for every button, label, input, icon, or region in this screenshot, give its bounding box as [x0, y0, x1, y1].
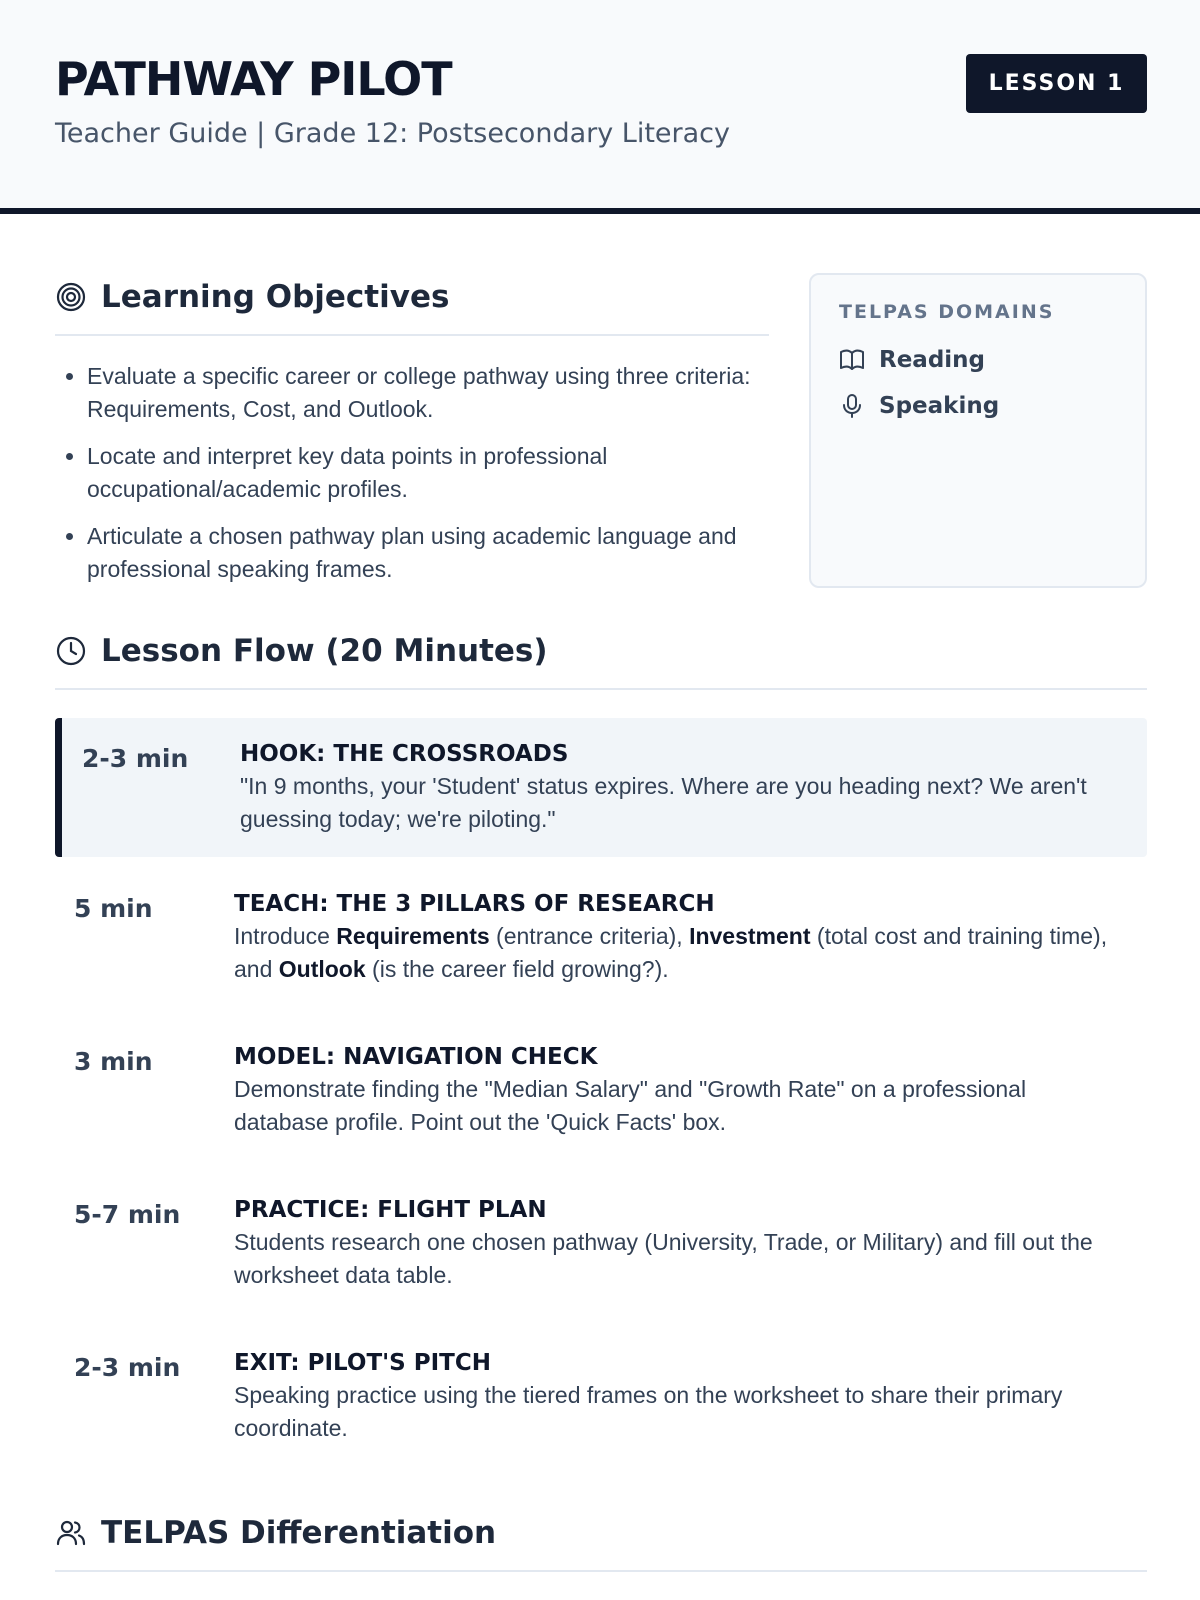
step-description — [234, 1226, 1124, 1292]
flow-step-exit — [55, 1333, 1147, 1467]
desc-text: Speaking practice using the tiered frames on the worksheet to share their primary coordinate. — [234, 1382, 1063, 1441]
target-icon — [55, 281, 87, 313]
book-icon — [839, 347, 865, 373]
page-header — [0, 0, 1200, 214]
page-subtitle: Teacher Guide | Grade 12: Postsecondary Literacy — [55, 118, 730, 149]
desc-text: (entrance criteria), — [489, 923, 690, 949]
lesson-flow-title: Lesson Flow (20 Minutes) — [101, 633, 548, 669]
flow-step-teach — [55, 874, 1147, 1008]
differentiation-title: TELPAS Differentiation — [101, 1515, 497, 1551]
flow-step-practice — [55, 1180, 1147, 1314]
differentiation-heading — [55, 1508, 1147, 1572]
domain-label: Speaking — [879, 393, 1000, 419]
desc-text: "In 9 months, your 'Student' status expires. Where are you heading next? We aren't guessing today; we're piloting." — [240, 773, 1087, 832]
step-time: 2-3 min — [82, 744, 189, 773]
users-icon — [55, 1517, 87, 1549]
objectives-list — [55, 360, 765, 600]
step-description — [234, 920, 1124, 986]
step-description — [240, 770, 1130, 836]
step-title: EXIT: PILOT'S PITCH — [234, 1350, 491, 1376]
desc-text: Demonstrate finding the "Median Salary" and "Growth Rate" on a professional database profile. Point out the 'Quick Facts' box. — [234, 1076, 1027, 1135]
desc-text: Students research one chosen pathway (University, Trade, or Military) and fill out the worksheet data table. — [234, 1229, 1093, 1288]
step-title: MODEL: NAVIGATION CHECK — [234, 1044, 598, 1070]
clock-icon — [55, 635, 87, 667]
domain-speaking — [839, 383, 1117, 429]
step-content — [240, 738, 1130, 836]
domains-label: TELPAS DOMAINS — [839, 301, 1055, 323]
step-content — [234, 1347, 1124, 1445]
step-content — [234, 1194, 1124, 1292]
step-description — [234, 1379, 1124, 1445]
objective-item: • Articulate a chosen pathway plan using academic language and professional speaking frames. — [87, 520, 765, 586]
domain-label: Reading — [879, 347, 986, 373]
step-title: TEACH: THE 3 PILLARS OF RESEARCH — [234, 891, 715, 917]
step-time: 2-3 min — [74, 1353, 181, 1382]
step-time: 3 min — [74, 1047, 153, 1076]
lesson-flow-heading — [55, 626, 1147, 690]
lesson-badge: LESSON 1 — [966, 54, 1147, 113]
flow-step-model — [55, 1027, 1147, 1161]
objective-item: • Locate and interpret key data points in professional occupational/academic profiles. — [87, 440, 765, 506]
emphasis-term: Requirements — [336, 923, 490, 949]
step-content — [234, 888, 1124, 986]
telpas-domains-card — [809, 273, 1147, 588]
objective-item: • Evaluate a specific career or college pathway using three criteria: Requirements, Cost, and Outlook. — [87, 360, 765, 426]
desc-text: (is the career field growing?). — [365, 956, 669, 982]
step-time: 5-7 min — [74, 1200, 181, 1229]
domain-reading — [839, 337, 1117, 383]
desc-text: (total cost and training time), and — [234, 923, 1108, 982]
step-title: PRACTICE: FLIGHT PLAN — [234, 1197, 547, 1223]
step-content — [234, 1041, 1124, 1139]
step-time: 5 min — [74, 894, 153, 923]
emphasis-term: Investment — [689, 923, 811, 949]
emphasis-term: Outlook — [278, 956, 366, 982]
objectives-title: Learning Objectives — [101, 279, 450, 315]
step-title: HOOK: THE CROSSROADS — [240, 741, 569, 767]
desc-text: Introduce — [234, 923, 337, 949]
objectives-heading — [55, 272, 769, 336]
step-description — [234, 1073, 1124, 1139]
page-title: PATHWAY PILOT — [55, 52, 452, 106]
microphone-icon — [839, 393, 865, 419]
flow-step-hook — [55, 718, 1147, 857]
